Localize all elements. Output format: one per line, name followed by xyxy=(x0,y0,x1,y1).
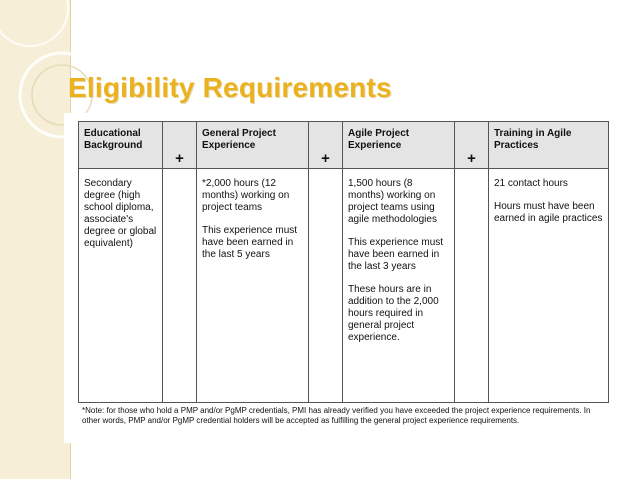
plus-sign: + xyxy=(309,122,343,169)
training-note: Hours must have been earned in agile practices xyxy=(494,201,603,224)
agile-additional-note: These hours are in addition to the 2,000 hours required in general project experience. xyxy=(348,284,439,343)
decorative-circle-top xyxy=(0,0,68,46)
agile-hours: 1,500 hours (8 months) working on project teams using agile methodologies xyxy=(348,178,437,225)
cell-agile-experience xyxy=(343,169,455,403)
requirements-document xyxy=(64,113,612,443)
education-requirement: Secondary degree (high school diploma, associate's degree or global equivalent) xyxy=(84,178,157,249)
empty-cell xyxy=(163,169,197,403)
cell-general-experience xyxy=(197,169,309,403)
header-agile-project-experience: Agile Project Experience xyxy=(343,122,455,169)
header-educational-background: Educational Background xyxy=(79,122,163,169)
slide-title: Eligibility Requirements xyxy=(68,72,392,103)
general-hours: *2,000 hours (12 months) working on project teams xyxy=(202,178,290,213)
table-header-row xyxy=(79,122,609,169)
agile-timeframe: This experience must have been earned in the last 3 years xyxy=(348,237,444,272)
plus-sign: + xyxy=(163,122,197,169)
plus-sign: + xyxy=(455,122,489,169)
table-row xyxy=(79,169,609,403)
empty-cell xyxy=(309,169,343,403)
empty-cell xyxy=(455,169,489,403)
training-hours: 21 contact hours xyxy=(494,178,568,189)
requirements-table xyxy=(78,121,609,403)
general-timeframe: This experience must have been earned in the last 5 years xyxy=(202,225,298,260)
cell-agile-training xyxy=(489,169,609,403)
footnote: *Note: for those who hold a PMP and/or PgMP credentials, PMI has already verified you have exceeded the project experience requirements. In other words, PMP and/or PgMP credential holders will be accepted as fulfilling the general project experience requirements. xyxy=(82,406,591,425)
cell-educational-background xyxy=(79,169,163,403)
header-training-agile-practices: Training in Agile Practices xyxy=(489,122,609,169)
header-general-project-experience: General Project Experience xyxy=(197,122,309,169)
